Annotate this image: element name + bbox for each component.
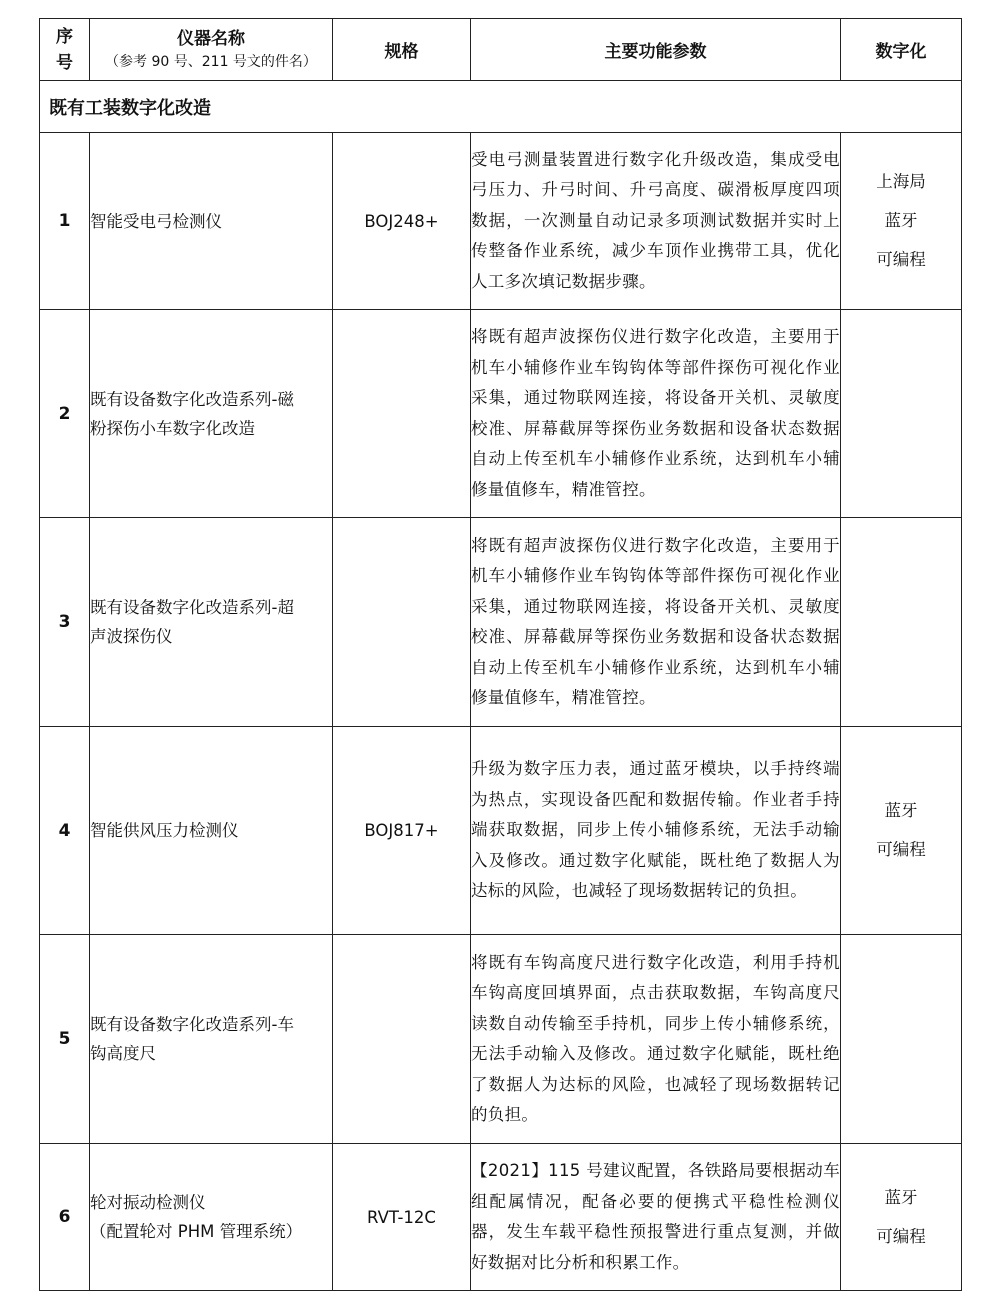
instrument-spec: BOJ817+ <box>333 727 471 935</box>
instrument-name: 既有设备数字化改造系列-超 声波探伤仪 <box>90 518 333 727</box>
instrument-name: 智能供风压力检测仪 <box>90 727 333 935</box>
instrument-spec <box>333 935 471 1144</box>
instrument-digital: 蓝牙 可编程 <box>841 727 962 935</box>
table-header-row <box>40 19 962 81</box>
instrument-digital: 上海局 蓝牙 可编程 <box>841 133 962 310</box>
header-digital: 数字化 <box>841 19 962 81</box>
table-row <box>40 1144 962 1291</box>
instrument-function: 将既有超声波探伤仪进行数字化改造，主要用于机车小辅修作业车钩钩体等部件探伤可视化作业采集，通过物联网连接，将设备开关机、灵敏度校准、屏幕截屏等探伤业务数据和设备状态数据自动上传至机车小辅修作业系统，达到机车小辅修量值修车，精准管控。 <box>471 310 841 518</box>
instrument-digital <box>841 518 962 727</box>
row-no: 3 <box>40 518 90 727</box>
table-row <box>40 727 962 935</box>
table-row <box>40 518 962 727</box>
instrument-name: 智能受电弓检测仪 <box>90 133 333 310</box>
instrument-digital <box>841 310 962 518</box>
row-no: 5 <box>40 935 90 1144</box>
instrument-table <box>39 18 962 1291</box>
instrument-function: 将既有车钩高度尺进行数字化改造，利用手持机车钩高度回填界面，点击获取数据，车钩高度尺读数自动传输至手持机，同步上传小辅修系统，无法手动输入及修改。通过数字化赋能，既杜绝了数据人为达标的风险，也减轻了现场数据转记的负担。 <box>471 935 841 1144</box>
instrument-spec <box>333 310 471 518</box>
header-name: 仪器名称 （参考 90 号、211 号文的件名） <box>90 19 333 81</box>
row-no: 1 <box>40 133 90 310</box>
table-row <box>40 310 962 518</box>
instrument-function: 【2021】115 号建议配置，各铁路局要根据动车组配属情况，配备必要的便携式平稳性检测仪器，发生车载平稳性预报警进行重点复测，并做好数据对比分析和积累工作。 <box>471 1144 841 1291</box>
table-row <box>40 935 962 1144</box>
instrument-spec: BOJ248+ <box>333 133 471 310</box>
header-no: 序 号 <box>40 19 90 81</box>
instrument-digital: 蓝牙 可编程 <box>841 1144 962 1291</box>
instrument-name: 轮对振动检测仪 （配置轮对 PHM 管理系统） <box>90 1144 333 1291</box>
instrument-name: 既有设备数字化改造系列-磁 粉探伤小车数字化改造 <box>90 310 333 518</box>
instrument-digital <box>841 935 962 1144</box>
section-title: 既有工装数字化改造 <box>40 81 962 133</box>
header-function: 主要功能参数 <box>471 19 841 81</box>
row-no: 4 <box>40 727 90 935</box>
instrument-spec: RVT-12C <box>333 1144 471 1291</box>
section-row <box>40 81 962 133</box>
instrument-function: 受电弓测量装置进行数字化升级改造，集成受电弓压力、升弓时间、升弓高度、碳滑板厚度四项数据，一次测量自动记录多项测试数据并实时上传整备作业系统，减少车顶作业携带工具，优化人工多次填记数据步骤。 <box>471 133 841 310</box>
row-no: 2 <box>40 310 90 518</box>
instrument-function: 将既有超声波探伤仪进行数字化改造，主要用于机车小辅修作业车钩钩体等部件探伤可视化作业采集，通过物联网连接，将设备开关机、灵敏度校准、屏幕截屏等探伤业务数据和设备状态数据自动上传至机车小辅修作业系统，达到机车小辅修量值修车，精准管控。 <box>471 518 841 727</box>
instrument-function: 升级为数字压力表，通过蓝牙模块，以手持终端为热点，实现设备匹配和数据传输。作业者手持端获取数据，同步上传小辅修系统，无法手动输入及修改。通过数字化赋能，既杜绝了数据人为达标的风险，也减轻了现场数据转记的负担。 <box>471 727 841 935</box>
instrument-name: 既有设备数字化改造系列-车 钩高度尺 <box>90 935 333 1144</box>
table-row <box>40 133 962 310</box>
instrument-spec <box>333 518 471 727</box>
header-name-note: （参考 90 号、211 号文的件名） <box>105 53 317 70</box>
row-no: 6 <box>40 1144 90 1291</box>
header-spec: 规格 <box>333 19 471 81</box>
